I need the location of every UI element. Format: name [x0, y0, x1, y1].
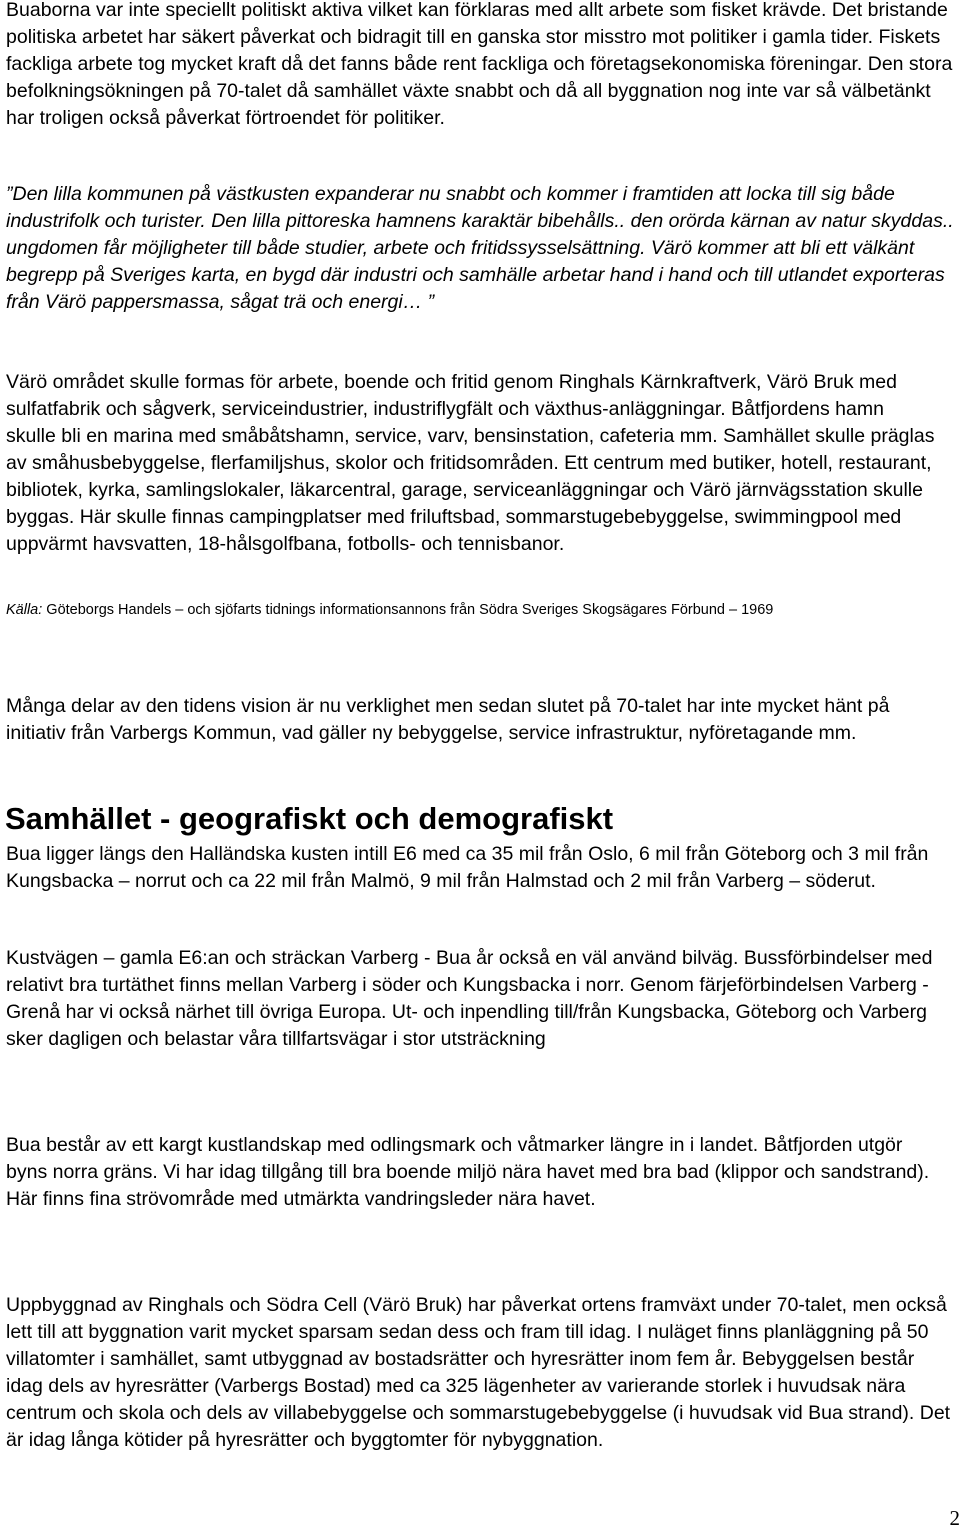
source-citation [6, 600, 956, 620]
geography-paragraph: Bua ligger längs den Halländska kusten intill E6 med ca 35 mil från Oslo, 6 mil från Göteborg och 3 mil från Kungsbacka – norrut och ca 22 mil från Malmö, 9 mil från Halmstad och 2 mil från Varberg – söderut. [6, 843, 929, 892]
page-number: 2 [949, 1506, 960, 1530]
growth-paragraph: Uppbyggnad av Ringhals och Södra Cell (Värö Bruk) har påverkat ortens framväxt under 70-talet, men också lett till att byggnation varit mycket sparsam sedan dess och fram till idag. I nuläget finns planläggning på 50 villatomter i samhället, samt utbyggnad av bostadsrätter och hyresrätter inom fem år. Bebyggelsen består idag dels av hyresrätter (Varbergs Bostad) med ca 325 lägenheter av varierande storlek i huvudsak nära centrum och skola och dels av villabebyggelse och sommarstugebebyggelse (i huvudsak vid Bua strand). Det är idag långa kötider på hyresrätter och byggtomter för nybyggnation. [6, 1294, 951, 1451]
section-heading: Samhället - geografiskt och demografiskt [5, 801, 614, 836]
source-label: Källa: [6, 602, 43, 618]
quote-paragraph: ”Den lilla kommunen på västkusten expanderar nu snabbt och kommer i framtiden att locka till sig både industrifolk och turister. Den lilla pittoreska hamnens karaktär bibehålls.. den orörda kärnan av natur skyddas.. ungdomen får möjligheter till både studier, arbete och fritidssysselsättning. Värö kommer att bli ett välkänt begrepp på Sveriges karta, en bygd där industri och samhälle arbetar hand i hand och till utlandet exporteras från Värö pappersmassa, sågat trä och energi… ” [6, 183, 954, 313]
roads-paragraph: Kustvägen – gamla E6:an och sträckan Varberg - Bua år också en väl använd bilväg. Bussförbindelser med relativt bra turtäthet finns mellan Varberg i söder och Kungsbacka i norr. Genom färjeförbindelsen Varberg - Grenå har vi också närhet till övriga Europa. Ut- och inpendling till/från Kungsbacka, Göteborg och Varberg sker dagligen och belastar våra tillfartsvägar i stor utsträckning [6, 947, 933, 1050]
intro-paragraph: Buaborna var inte speciellt politiskt aktiva vilket kan förklaras med allt arbete som fisket krävde. Det bristande politiska arbetet har säkert påverkat och bidragit till en ganska stor misstro mot politiker i gamla tider. Fiskets fackliga arbete tog mycket kraft då det fanns både rent fackliga och företagsekonomiska föreningar. Den stora befolkningsökningen på 70-talet då samhället växte snabbt och då all byggnation nog inte var så välbetänkt har troligen också påverkat förtroendet för politiker. [6, 0, 953, 129]
plan-paragraph: Värö området skulle formas för arbete, boende och fritid genom Ringhals Kärnkraftverk, Värö Bruk med sulfatfabrik och sågverk, serviceindustrier, industriflygfält och växthus-anläggningar. Båtfjordens hamn skulle bli en marina med småbåtshamn, service, varv, bensinstation, cafeteria mm. Samhället skulle präglas av småhusbebyggelse, flerfamiljshus, skolor och fritidsområden. Ett centrum med butiker, hotell, restaurant, bibliotek, kyrka, samlingslokaler, läkarcentral, garage, serviceanläggningar och Värö järnvägsstation skulle byggas. Här skulle finnas campingplatser med friluftsbad, sommarstugebebyggelse, swimmingpool med uppvärmt havsvatten, 18-hålsgolfbana, fotbolls- och tennisbanor. [6, 371, 935, 555]
vision-paragraph: Många delar av den tidens vision är nu verklighet men sedan slutet på 70-talet har inte mycket hänt på initiativ från Varbergs Kommun, vad gäller ny bebyggelse, service infrastruktur, nyföretagande mm. [6, 695, 890, 744]
source-text: Göteborgs Handels – och sjöfarts tidnings informationsannons från Södra Sveriges Skogsägares Förbund – 1969 [42, 602, 774, 618]
landscape-paragraph: Bua består av ett kargt kustlandskap med odlingsmark och våtmarker längre in i landet. Båtfjorden utgör byns norra gräns. Vi har idag tillgång till bra boende miljö nära havet med bra bad (klippor och sandstrand). Här finns fina strövområde med utmärkta vandringsleder nära havet. [6, 1134, 930, 1210]
